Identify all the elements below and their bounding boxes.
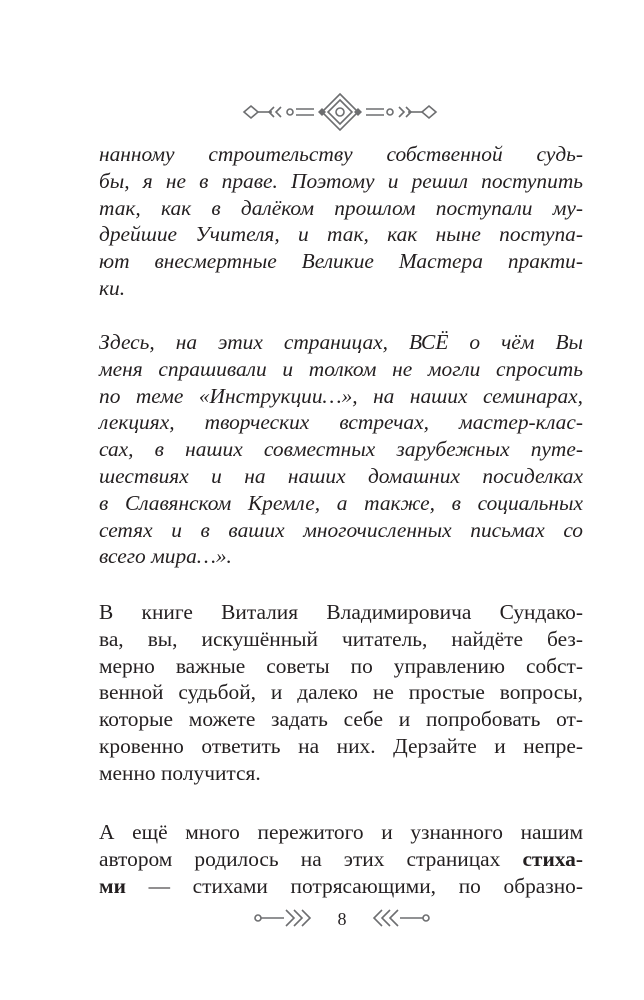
- text-segment: — стихами потрясающими, по образно-: [125, 873, 583, 898]
- text-line: кровенно ответить на них. Дерзайте и непре-: [99, 733, 583, 758]
- paragraph-2: [99, 329, 583, 570]
- text-line: [99, 846, 583, 873]
- text-line: по теме «Инструкции…», на наших семинарах,: [99, 383, 583, 408]
- text-line: В книге Виталия Владимировича Сундако-: [99, 600, 583, 624]
- text-line: Здесь, на этих страницах, ВСЁ о чём Вы: [99, 330, 583, 354]
- text-line: менно получится.: [99, 760, 261, 785]
- text-line: в Славянском Кремле, а также, в социальных: [99, 490, 583, 515]
- paragraph-1: [99, 141, 583, 302]
- bold-word: ми: [99, 873, 126, 898]
- text-line: ва, вы, искушённый читатель, найдёте без-: [99, 626, 583, 651]
- text-line: меня спрашивали и толком не могли спросить: [99, 356, 583, 381]
- text-line: венной судьбой, и далеко не простые вопросы,: [99, 680, 583, 705]
- bold-word: стиха-: [522, 846, 583, 871]
- page-number: 8: [337, 909, 347, 929]
- text-line: которые можете задать себе и попробовать от-: [99, 707, 583, 732]
- text-line: ки.: [99, 275, 126, 300]
- text-line: всего мира…».: [99, 544, 232, 569]
- text-line: мерно важные советы по управлению собст-: [99, 653, 583, 678]
- text-line: так, как в далёком прошлом поступали му-: [99, 195, 583, 220]
- paragraph-3: [99, 599, 583, 787]
- text-line: шествиях и на наших домашних посиделках: [99, 463, 583, 488]
- text-line: дрейшие Учителя, и так, как ныне поступа-: [99, 222, 583, 247]
- text-line: бы, я не в праве. Поэтому и решил поступить: [99, 168, 583, 193]
- text-line: сетях и в ваших многочисленных письмах со: [99, 517, 583, 542]
- paragraph-4: [99, 819, 583, 899]
- text-line: сах, в наших совместных зарубежных путе-: [99, 437, 583, 462]
- page-footer: [244, 900, 440, 940]
- text-line: ют внесмертные Великие Мастера практи-: [99, 249, 583, 274]
- text-line: лекциях, творческих встречах, мастер-клас-: [99, 410, 583, 435]
- top-ornament: [242, 92, 438, 132]
- text-segment: автором родилось на этих страницах: [99, 846, 523, 871]
- text-line: нанному строительству собственной судь-: [99, 142, 583, 166]
- text-line: [99, 873, 583, 900]
- text-line: А ещё много пережитого и узнанного нашим: [99, 820, 583, 844]
